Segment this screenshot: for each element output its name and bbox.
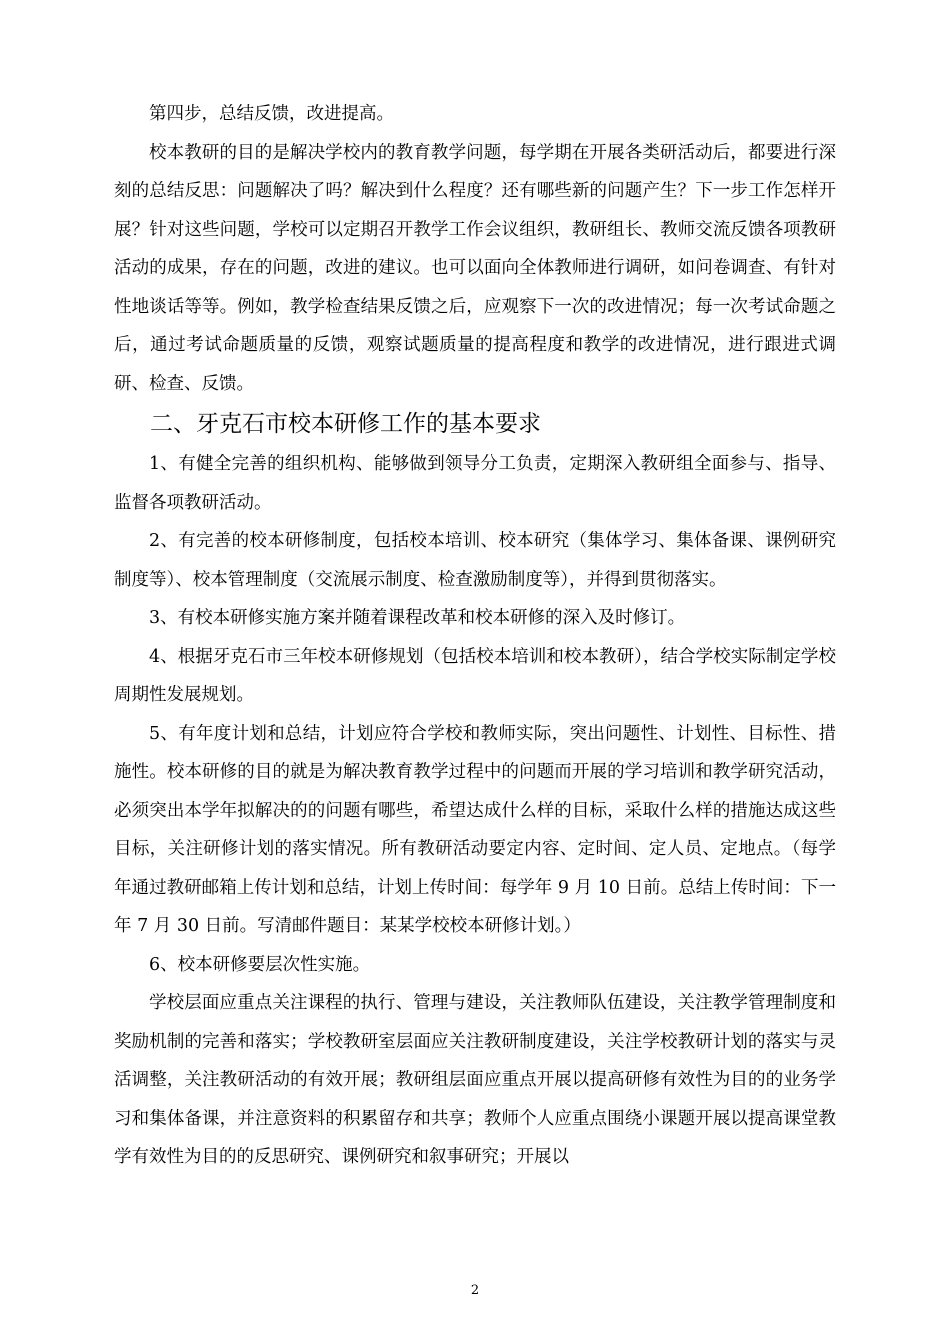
- paragraph-item3: 3、有校本研修实施方案并随着课程改革和校本研修的深入及时修订。: [149, 608, 686, 628]
- paragraph-item6: 6、校本研修要层次性实施。: [149, 954, 371, 975]
- section-heading: 二、牙克石市校本研修工作的基本要求: [150, 411, 541, 437]
- paragraph-item5: 5、有年度计划和总结，计划应符合学校和教师实际，突出问题性、计划性、目标性、措施性。校本研修的目的就是为解决教育教学过程中的问题而开展的学习培训和教学研究活动，必须突出本学年拟解决的的问题有哪些，希望达成什么样的目标，采取什么样的措施达成这些目标，关注研修计划的落实情况。所有教研活动要定内容、定时间、定人员、定地点。（每学年通过教研邮箱上传计划和总结，计划上传时间：每学年 9 月 10 日前。总结上传时间：下一年 7 月 30 日前。写清邮件题目：某某学校校本研修计划。）: [114, 723, 836, 936]
- paragraph-item4: 4、根据牙克石市三年校本研修规划（包括校本培训和校本教研），结合学校实际制定学校周期性发展规划。: [114, 646, 836, 705]
- document-body: [114, 95, 836, 1177]
- paragraph-item1: 1、有健全完善的组织机构、能够做到领导分工负责，定期深入教研组全面参与、指导、监督各项教研活动。: [114, 454, 836, 513]
- page-number: 2: [470, 1283, 480, 1298]
- paragraph-item2: 2、有完善的校本研修制度，包括校本培训、校本研究（集体学习、集体备课、课例研究制度等）、校本管理制度（交流展示制度、检查激励制度等），并得到贯彻落实。: [114, 531, 836, 590]
- paragraph-step4-body: 校本教研的目的是解决学校内的教育教学问题，每学期在开展各类研活动后，都要进行深刻的总结反思：问题解决了吗？解决到什么程度？还有哪些新的问题产生？下一步工作怎样开展？针对这些问题，学校可以定期召开教学工作会议组织，教研组长、教师交流反馈各项教研活动的成果，存在的问题，改进的建议。也可以面向全体教师进行调研，如问卷调查、有针对性地谈话等等。例如，教学检查结果反馈之后，应观察下一次的改进情况；每一次考试命题之后，通过考试命题质量的反馈，观察试题质量的提高程度和教学的改进情况，进行跟进式调研、检查、反馈。: [114, 142, 836, 394]
- paragraph-item6-body: 学校层面应重点关注课程的执行、管理与建设，关注教师队伍建设，关注教学管理制度和奖励机制的完善和落实；学校教研室层面应关注教研制度建设，关注学校教研计划的落实与灵活调整，关注教研活动的有效开展；教研组层面应重点开展以提高研修有效性为目的的业务学习和集体备课，并注意资料的积累留存和共享；教师个人应重点围绕小课题开展以提高课堂教学有效性为目的的反思研究、课例研究和叙事研究；开展以: [114, 993, 836, 1167]
- paragraph-step4: 第四步，总结反馈，改进提高。: [149, 104, 394, 124]
